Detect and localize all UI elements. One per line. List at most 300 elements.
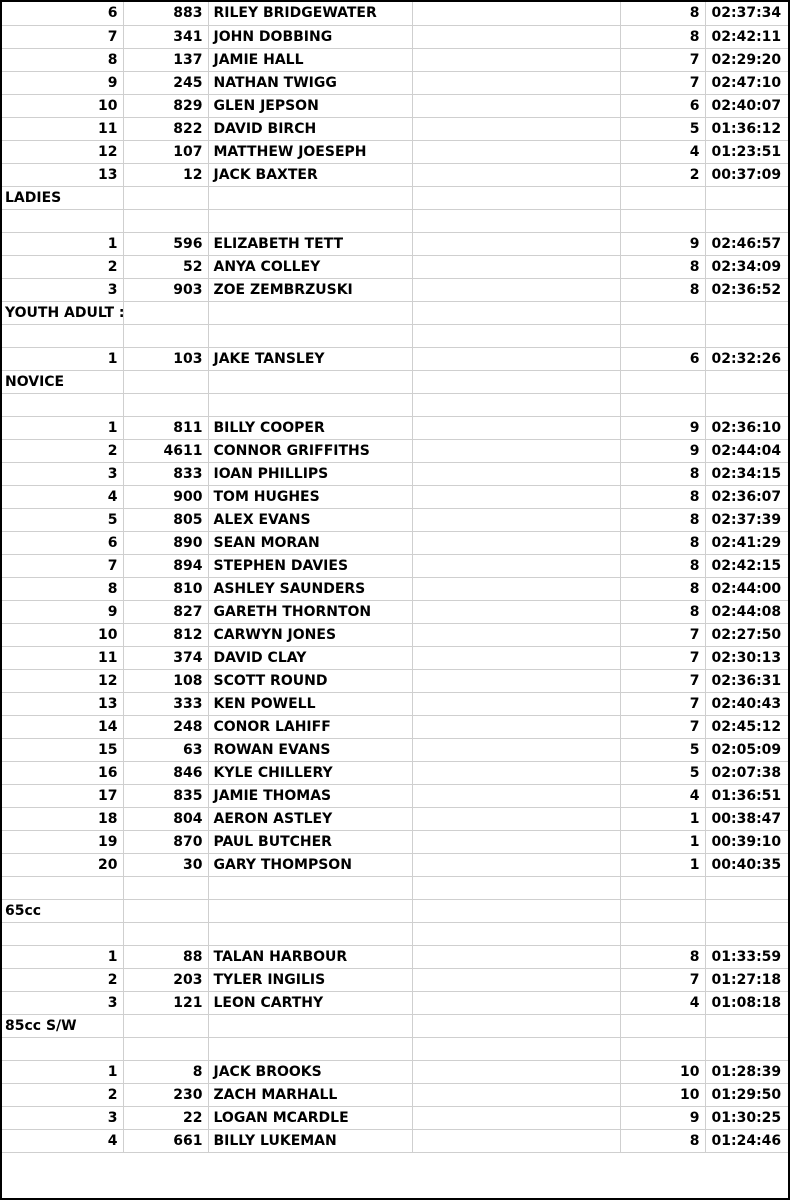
time-cell[interactable]: 01:30:25	[705, 1106, 788, 1129]
time-cell[interactable]: 02:27:50	[705, 623, 788, 646]
laps-cell[interactable]: 10	[620, 1060, 705, 1083]
race-number-cell[interactable]: 827	[123, 600, 208, 623]
laps-cell[interactable]: 9	[620, 232, 705, 255]
class-heading-cell[interactable]: LADIES	[2, 186, 123, 209]
empty-cell[interactable]	[620, 1014, 705, 1037]
empty-cell[interactable]	[412, 117, 620, 140]
empty-cell[interactable]	[620, 186, 705, 209]
time-cell[interactable]: 01:23:51	[705, 140, 788, 163]
laps-cell[interactable]: 8	[620, 2, 705, 25]
empty-cell[interactable]	[208, 301, 412, 324]
empty-cell[interactable]	[412, 25, 620, 48]
empty-cell[interactable]	[412, 393, 620, 416]
time-cell[interactable]: 02:45:12	[705, 715, 788, 738]
race-number-cell[interactable]: 8	[123, 1060, 208, 1083]
position-cell[interactable]: 18	[2, 807, 123, 830]
race-number-cell[interactable]: 203	[123, 968, 208, 991]
position-cell[interactable]: 13	[2, 163, 123, 186]
empty-cell[interactable]	[123, 876, 208, 899]
empty-cell[interactable]	[412, 899, 620, 922]
race-number-cell[interactable]: 846	[123, 761, 208, 784]
rider-name-cell[interactable]: GARETH THORNTON	[208, 600, 412, 623]
laps-cell[interactable]: 8	[620, 531, 705, 554]
empty-cell[interactable]	[412, 738, 620, 761]
empty-cell[interactable]	[208, 393, 412, 416]
empty-cell[interactable]	[208, 324, 412, 347]
position-cell[interactable]: 10	[2, 623, 123, 646]
laps-cell[interactable]: 7	[620, 692, 705, 715]
time-cell[interactable]: 02:42:11	[705, 25, 788, 48]
time-cell[interactable]: 01:36:12	[705, 117, 788, 140]
race-number-cell[interactable]: 883	[123, 2, 208, 25]
empty-cell[interactable]	[705, 922, 788, 945]
position-cell[interactable]: 8	[2, 577, 123, 600]
empty-cell[interactable]	[412, 439, 620, 462]
race-number-cell[interactable]: 333	[123, 692, 208, 715]
race-number-cell[interactable]: 245	[123, 71, 208, 94]
laps-cell[interactable]: 9	[620, 416, 705, 439]
empty-cell[interactable]	[620, 209, 705, 232]
race-number-cell[interactable]: 870	[123, 830, 208, 853]
laps-cell[interactable]: 7	[620, 646, 705, 669]
empty-cell[interactable]	[123, 1037, 208, 1060]
laps-cell[interactable]: 5	[620, 117, 705, 140]
empty-cell[interactable]	[208, 209, 412, 232]
rider-name-cell[interactable]: RILEY BRIDGEWATER	[208, 2, 412, 25]
time-cell[interactable]: 02:36:52	[705, 278, 788, 301]
time-cell[interactable]: 01:27:18	[705, 968, 788, 991]
empty-cell[interactable]	[412, 692, 620, 715]
empty-cell[interactable]	[620, 301, 705, 324]
empty-cell[interactable]	[705, 370, 788, 393]
laps-cell[interactable]: 8	[620, 945, 705, 968]
race-number-cell[interactable]: 88	[123, 945, 208, 968]
time-cell[interactable]: 00:37:09	[705, 163, 788, 186]
empty-cell[interactable]	[412, 830, 620, 853]
time-cell[interactable]: 02:44:04	[705, 439, 788, 462]
race-number-cell[interactable]: 108	[123, 669, 208, 692]
race-number-cell[interactable]: 137	[123, 48, 208, 71]
race-number-cell[interactable]: 121	[123, 991, 208, 1014]
position-cell[interactable]: 15	[2, 738, 123, 761]
laps-cell[interactable]: 5	[620, 738, 705, 761]
race-number-cell[interactable]: 12	[123, 163, 208, 186]
empty-cell[interactable]	[208, 1014, 412, 1037]
laps-cell[interactable]: 8	[620, 508, 705, 531]
time-cell[interactable]: 02:30:13	[705, 646, 788, 669]
empty-cell[interactable]	[412, 1129, 620, 1152]
race-number-cell[interactable]: 248	[123, 715, 208, 738]
empty-cell[interactable]	[412, 669, 620, 692]
laps-cell[interactable]: 6	[620, 347, 705, 370]
time-cell[interactable]: 02:44:00	[705, 577, 788, 600]
empty-cell[interactable]	[208, 922, 412, 945]
position-cell[interactable]: 1	[2, 416, 123, 439]
time-cell[interactable]: 02:44:08	[705, 600, 788, 623]
position-cell[interactable]: 3	[2, 278, 123, 301]
laps-cell[interactable]: 8	[620, 278, 705, 301]
empty-cell[interactable]	[123, 301, 208, 324]
laps-cell[interactable]: 7	[620, 623, 705, 646]
rider-name-cell[interactable]: ASHLEY SAUNDERS	[208, 577, 412, 600]
time-cell[interactable]: 01:08:18	[705, 991, 788, 1014]
empty-cell[interactable]	[412, 2, 620, 25]
rider-name-cell[interactable]: IOAN PHILLIPS	[208, 462, 412, 485]
empty-cell[interactable]	[412, 278, 620, 301]
time-cell[interactable]: 02:41:29	[705, 531, 788, 554]
time-cell[interactable]: 01:36:51	[705, 784, 788, 807]
position-cell[interactable]: 9	[2, 71, 123, 94]
time-cell[interactable]: 02:36:07	[705, 485, 788, 508]
empty-cell[interactable]	[412, 232, 620, 255]
empty-cell[interactable]	[412, 1014, 620, 1037]
rider-name-cell[interactable]: CONOR LAHIFF	[208, 715, 412, 738]
laps-cell[interactable]: 1	[620, 830, 705, 853]
rider-name-cell[interactable]: JAMIE HALL	[208, 48, 412, 71]
time-cell[interactable]: 02:05:09	[705, 738, 788, 761]
empty-cell[interactable]	[412, 922, 620, 945]
rider-name-cell[interactable]: KYLE CHILLERY	[208, 761, 412, 784]
race-number-cell[interactable]: 811	[123, 416, 208, 439]
time-cell[interactable]: 02:07:38	[705, 761, 788, 784]
race-number-cell[interactable]: 804	[123, 807, 208, 830]
laps-cell[interactable]: 8	[620, 25, 705, 48]
position-cell[interactable]: 2	[2, 255, 123, 278]
laps-cell[interactable]: 6	[620, 94, 705, 117]
rider-name-cell[interactable]: TALAN HARBOUR	[208, 945, 412, 968]
empty-cell[interactable]	[412, 347, 620, 370]
empty-cell[interactable]	[412, 186, 620, 209]
empty-cell[interactable]	[620, 370, 705, 393]
laps-cell[interactable]: 1	[620, 853, 705, 876]
laps-cell[interactable]: 2	[620, 163, 705, 186]
empty-cell[interactable]	[412, 1060, 620, 1083]
position-cell[interactable]: 19	[2, 830, 123, 853]
rider-name-cell[interactable]: DAVID BIRCH	[208, 117, 412, 140]
class-heading-cell[interactable]: YOUTH ADULT :	[2, 301, 123, 324]
position-cell[interactable]: 4	[2, 485, 123, 508]
empty-cell[interactable]	[2, 876, 123, 899]
position-cell[interactable]: 13	[2, 692, 123, 715]
laps-cell[interactable]: 10	[620, 1083, 705, 1106]
empty-cell[interactable]	[123, 209, 208, 232]
empty-cell[interactable]	[208, 1037, 412, 1060]
rider-name-cell[interactable]: JAKE TANSLEY	[208, 347, 412, 370]
empty-cell[interactable]	[412, 600, 620, 623]
race-number-cell[interactable]: 810	[123, 577, 208, 600]
time-cell[interactable]: 02:29:20	[705, 48, 788, 71]
empty-cell[interactable]	[412, 1106, 620, 1129]
race-number-cell[interactable]: 894	[123, 554, 208, 577]
position-cell[interactable]: 2	[2, 1083, 123, 1106]
laps-cell[interactable]: 8	[620, 485, 705, 508]
empty-cell[interactable]	[705, 1014, 788, 1037]
empty-cell[interactable]	[208, 186, 412, 209]
empty-cell[interactable]	[208, 899, 412, 922]
empty-cell[interactable]	[123, 1014, 208, 1037]
laps-cell[interactable]: 8	[620, 462, 705, 485]
empty-cell[interactable]	[412, 485, 620, 508]
rider-name-cell[interactable]: ZOE ZEMBRZUSKI	[208, 278, 412, 301]
empty-cell[interactable]	[620, 324, 705, 347]
empty-cell[interactable]	[412, 968, 620, 991]
rider-name-cell[interactable]: PAUL BUTCHER	[208, 830, 412, 853]
position-cell[interactable]: 6	[2, 2, 123, 25]
time-cell[interactable]: 01:29:50	[705, 1083, 788, 1106]
rider-name-cell[interactable]: SEAN MORAN	[208, 531, 412, 554]
laps-cell[interactable]: 7	[620, 71, 705, 94]
empty-cell[interactable]	[412, 140, 620, 163]
empty-cell[interactable]	[412, 324, 620, 347]
time-cell[interactable]: 02:36:10	[705, 416, 788, 439]
rider-name-cell[interactable]: AERON ASTLEY	[208, 807, 412, 830]
empty-cell[interactable]	[620, 899, 705, 922]
race-number-cell[interactable]: 30	[123, 853, 208, 876]
position-cell[interactable]: 5	[2, 508, 123, 531]
laps-cell[interactable]: 9	[620, 1106, 705, 1129]
empty-cell[interactable]	[123, 899, 208, 922]
empty-cell[interactable]	[412, 876, 620, 899]
empty-cell[interactable]	[620, 922, 705, 945]
laps-cell[interactable]: 9	[620, 439, 705, 462]
position-cell[interactable]: 12	[2, 140, 123, 163]
empty-cell[interactable]	[705, 876, 788, 899]
empty-cell[interactable]	[412, 623, 620, 646]
position-cell[interactable]: 6	[2, 531, 123, 554]
empty-cell[interactable]	[705, 324, 788, 347]
position-cell[interactable]: 8	[2, 48, 123, 71]
empty-cell[interactable]	[412, 370, 620, 393]
class-heading-cell[interactable]: NOVICE	[2, 370, 123, 393]
position-cell[interactable]: 12	[2, 669, 123, 692]
laps-cell[interactable]: 5	[620, 761, 705, 784]
empty-cell[interactable]	[2, 922, 123, 945]
empty-cell[interactable]	[705, 209, 788, 232]
rider-name-cell[interactable]: STEPHEN DAVIES	[208, 554, 412, 577]
position-cell[interactable]: 1	[2, 945, 123, 968]
race-number-cell[interactable]: 230	[123, 1083, 208, 1106]
race-number-cell[interactable]: 107	[123, 140, 208, 163]
race-number-cell[interactable]: 805	[123, 508, 208, 531]
position-cell[interactable]: 7	[2, 25, 123, 48]
rider-name-cell[interactable]: JAMIE THOMAS	[208, 784, 412, 807]
rider-name-cell[interactable]: JACK BAXTER	[208, 163, 412, 186]
race-number-cell[interactable]: 833	[123, 462, 208, 485]
rider-name-cell[interactable]: MATTHEW JOESEPH	[208, 140, 412, 163]
time-cell[interactable]: 01:28:39	[705, 1060, 788, 1083]
rider-name-cell[interactable]: ZACH MARHALL	[208, 1083, 412, 1106]
race-number-cell[interactable]: 822	[123, 117, 208, 140]
position-cell[interactable]: 7	[2, 554, 123, 577]
class-heading-cell[interactable]: 85cc S/W	[2, 1014, 123, 1037]
time-cell[interactable]: 02:37:39	[705, 508, 788, 531]
empty-cell[interactable]	[705, 1037, 788, 1060]
rider-name-cell[interactable]: BILLY COOPER	[208, 416, 412, 439]
empty-cell[interactable]	[2, 1037, 123, 1060]
empty-cell[interactable]	[412, 784, 620, 807]
position-cell[interactable]: 11	[2, 646, 123, 669]
empty-cell[interactable]	[2, 324, 123, 347]
position-cell[interactable]: 1	[2, 347, 123, 370]
rider-name-cell[interactable]: LOGAN MCARDLE	[208, 1106, 412, 1129]
race-number-cell[interactable]: 835	[123, 784, 208, 807]
laps-cell[interactable]: 7	[620, 669, 705, 692]
laps-cell[interactable]: 7	[620, 715, 705, 738]
empty-cell[interactable]	[620, 876, 705, 899]
empty-cell[interactable]	[412, 945, 620, 968]
rider-name-cell[interactable]: TYLER INGILIS	[208, 968, 412, 991]
empty-cell[interactable]	[208, 876, 412, 899]
empty-cell[interactable]	[2, 393, 123, 416]
laps-cell[interactable]: 1	[620, 807, 705, 830]
race-number-cell[interactable]: 829	[123, 94, 208, 117]
time-cell[interactable]: 02:32:26	[705, 347, 788, 370]
race-number-cell[interactable]: 63	[123, 738, 208, 761]
rider-name-cell[interactable]: SCOTT ROUND	[208, 669, 412, 692]
laps-cell[interactable]: 4	[620, 140, 705, 163]
rider-name-cell[interactable]: GARY THOMPSON	[208, 853, 412, 876]
rider-name-cell[interactable]: TOM HUGHES	[208, 485, 412, 508]
empty-cell[interactable]	[705, 301, 788, 324]
time-cell[interactable]: 02:46:57	[705, 232, 788, 255]
race-number-cell[interactable]: 900	[123, 485, 208, 508]
time-cell[interactable]: 02:37:34	[705, 2, 788, 25]
empty-cell[interactable]	[412, 646, 620, 669]
laps-cell[interactable]: 8	[620, 577, 705, 600]
time-cell[interactable]: 02:40:07	[705, 94, 788, 117]
class-heading-cell[interactable]: 65cc	[2, 899, 123, 922]
position-cell[interactable]: 16	[2, 761, 123, 784]
laps-cell[interactable]: 8	[620, 1129, 705, 1152]
position-cell[interactable]: 10	[2, 94, 123, 117]
empty-cell[interactable]	[412, 255, 620, 278]
empty-cell[interactable]	[705, 186, 788, 209]
rider-name-cell[interactable]: KEN POWELL	[208, 692, 412, 715]
time-cell[interactable]: 00:38:47	[705, 807, 788, 830]
time-cell[interactable]: 00:40:35	[705, 853, 788, 876]
empty-cell[interactable]	[620, 1037, 705, 1060]
position-cell[interactable]: 2	[2, 968, 123, 991]
empty-cell[interactable]	[123, 370, 208, 393]
empty-cell[interactable]	[412, 991, 620, 1014]
rider-name-cell[interactable]: ANYA COLLEY	[208, 255, 412, 278]
position-cell[interactable]: 1	[2, 1060, 123, 1083]
rider-name-cell[interactable]: ELIZABETH TETT	[208, 232, 412, 255]
time-cell[interactable]: 02:42:15	[705, 554, 788, 577]
rider-name-cell[interactable]: CONNOR GRIFFITHS	[208, 439, 412, 462]
rider-name-cell[interactable]: JOHN DOBBING	[208, 25, 412, 48]
empty-cell[interactable]	[412, 853, 620, 876]
race-number-cell[interactable]: 661	[123, 1129, 208, 1152]
empty-cell[interactable]	[705, 393, 788, 416]
empty-cell[interactable]	[412, 1083, 620, 1106]
rider-name-cell[interactable]: BILLY LUKEMAN	[208, 1129, 412, 1152]
position-cell[interactable]: 3	[2, 1106, 123, 1129]
empty-cell[interactable]	[123, 324, 208, 347]
empty-cell[interactable]	[705, 899, 788, 922]
empty-cell[interactable]	[412, 1037, 620, 1060]
time-cell[interactable]: 01:24:46	[705, 1129, 788, 1152]
position-cell[interactable]: 17	[2, 784, 123, 807]
empty-cell[interactable]	[620, 393, 705, 416]
rider-name-cell[interactable]: LEON CARTHY	[208, 991, 412, 1014]
time-cell[interactable]: 00:39:10	[705, 830, 788, 853]
time-cell[interactable]: 02:34:15	[705, 462, 788, 485]
position-cell[interactable]: 3	[2, 462, 123, 485]
position-cell[interactable]: 1	[2, 232, 123, 255]
time-cell[interactable]: 02:47:10	[705, 71, 788, 94]
laps-cell[interactable]: 4	[620, 784, 705, 807]
race-number-cell[interactable]: 812	[123, 623, 208, 646]
empty-cell[interactable]	[412, 94, 620, 117]
laps-cell[interactable]: 8	[620, 600, 705, 623]
position-cell[interactable]: 20	[2, 853, 123, 876]
race-number-cell[interactable]: 374	[123, 646, 208, 669]
rider-name-cell[interactable]: CARWYN JONES	[208, 623, 412, 646]
empty-cell[interactable]	[412, 209, 620, 232]
time-cell[interactable]: 02:40:43	[705, 692, 788, 715]
empty-cell[interactable]	[412, 71, 620, 94]
empty-cell[interactable]	[123, 186, 208, 209]
time-cell[interactable]: 02:36:31	[705, 669, 788, 692]
race-number-cell[interactable]: 341	[123, 25, 208, 48]
empty-cell[interactable]	[412, 761, 620, 784]
race-number-cell[interactable]: 52	[123, 255, 208, 278]
empty-cell[interactable]	[412, 531, 620, 554]
empty-cell[interactable]	[412, 48, 620, 71]
rider-name-cell[interactable]: ALEX EVANS	[208, 508, 412, 531]
empty-cell[interactable]	[123, 922, 208, 945]
rider-name-cell[interactable]: DAVID CLAY	[208, 646, 412, 669]
empty-cell[interactable]	[123, 393, 208, 416]
empty-cell[interactable]	[2, 209, 123, 232]
empty-cell[interactable]	[412, 554, 620, 577]
position-cell[interactable]: 2	[2, 439, 123, 462]
race-number-cell[interactable]: 903	[123, 278, 208, 301]
race-number-cell[interactable]: 103	[123, 347, 208, 370]
empty-cell[interactable]	[208, 370, 412, 393]
time-cell[interactable]: 02:34:09	[705, 255, 788, 278]
empty-cell[interactable]	[412, 163, 620, 186]
race-number-cell[interactable]: 4611	[123, 439, 208, 462]
laps-cell[interactable]: 8	[620, 554, 705, 577]
rider-name-cell[interactable]: ROWAN EVANS	[208, 738, 412, 761]
empty-cell[interactable]	[412, 577, 620, 600]
race-number-cell[interactable]: 596	[123, 232, 208, 255]
empty-cell[interactable]	[412, 462, 620, 485]
rider-name-cell[interactable]: NATHAN TWIGG	[208, 71, 412, 94]
empty-cell[interactable]	[412, 715, 620, 738]
laps-cell[interactable]: 7	[620, 968, 705, 991]
empty-cell[interactable]	[412, 508, 620, 531]
empty-cell[interactable]	[412, 416, 620, 439]
race-number-cell[interactable]: 22	[123, 1106, 208, 1129]
position-cell[interactable]: 14	[2, 715, 123, 738]
time-cell[interactable]: 01:33:59	[705, 945, 788, 968]
rider-name-cell[interactable]: JACK BROOKS	[208, 1060, 412, 1083]
race-number-cell[interactable]: 890	[123, 531, 208, 554]
laps-cell[interactable]: 8	[620, 255, 705, 278]
position-cell[interactable]: 4	[2, 1129, 123, 1152]
laps-cell[interactable]: 4	[620, 991, 705, 1014]
laps-cell[interactable]: 7	[620, 48, 705, 71]
position-cell[interactable]: 9	[2, 600, 123, 623]
position-cell[interactable]: 3	[2, 991, 123, 1014]
rider-name-cell[interactable]: GLEN JEPSON	[208, 94, 412, 117]
position-cell[interactable]: 11	[2, 117, 123, 140]
empty-cell[interactable]	[412, 807, 620, 830]
empty-cell[interactable]	[412, 301, 620, 324]
